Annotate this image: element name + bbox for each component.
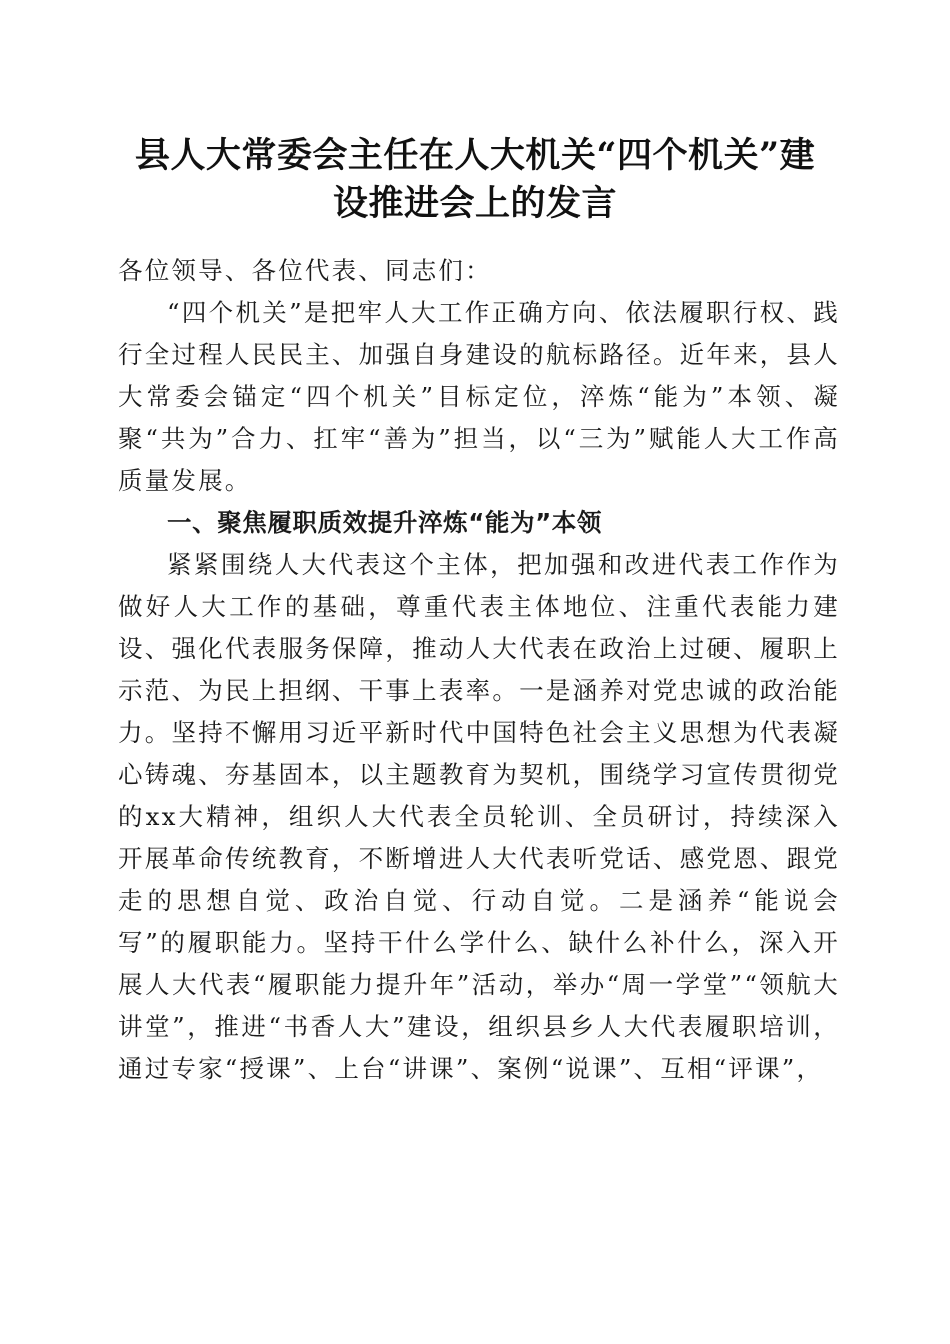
document-title xyxy=(110,132,840,228)
salutation: 各位领导、各位代表、同志们： xyxy=(118,256,492,285)
intro-paragraph: “四个机关”是把牢人大工作正确方向、依法履职行权、践行全过程人民民主、加强自身建设的航标路径。近年来，县人大常委会锚定“四个机关”目标定位，淬炼“能为”本领、凝聚“共为”合力、扛牢“善为”担当，以“三为”赋能人大工作高质量发展。 xyxy=(118,298,840,495)
title-line-1: 县人大常委会主任在人大机关“四个机关”建 xyxy=(134,135,816,176)
document-body xyxy=(118,250,840,1090)
title-line-2: 设推进会上的发言 xyxy=(332,183,617,224)
section-1-paragraph: 紧紧围绕人大代表这个主体，把加强和改进代表工作作为做好人大工作的基础，尊重代表主体地位、注重代表能力建设、强化代表服务保障，推动人大代表在政治上过硬、履职上示范、为民上担纲、干事上表率。一是涵养对党忠诚的政治能力。坚持不懈用习近平新时代中国特色社会主义思想为代表凝心铸魂、夯基固本，以主题教育为契机，围绕学习宣传贯彻党的xx大精神，组织人大代表全员轮训、全员研讨，持续深入开展革命传统教育，不断增进人大代表听党话、感党恩、跟党走的思想自觉、政治自觉、行动自觉。二是涵养“能说会写”的履职能力。坚持干什么学什么、缺什么补什么，深入开展人大代表“履职能力提升年”活动，举办“周一学堂”“领航大讲堂”，推进“书香人大”建设，组织县乡人大代表履职培训，通过专家“授课”、上台“讲课”、案例“说课”、互相“评课”， xyxy=(118,550,840,1083)
section-heading-1: 一、聚焦履职质效提升淬炼“能为”本领 xyxy=(167,508,603,537)
